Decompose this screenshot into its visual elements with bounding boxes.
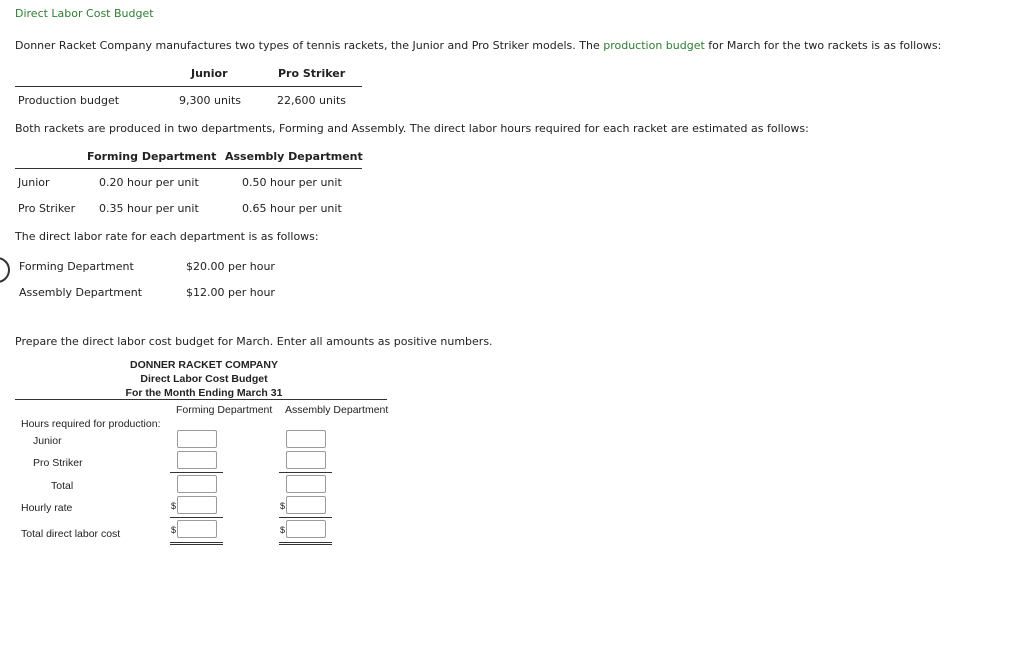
- rate-text: The direct labor rate for each department is as follows:: [15, 230, 319, 243]
- prod-col-pro: Pro Striker: [278, 67, 346, 80]
- budget-col-forming: Forming Department: [176, 404, 273, 416]
- budget-company: DONNER RACKET COMPANY: [130, 359, 278, 371]
- rate-label-assembly: Assembly Department: [19, 286, 143, 299]
- prod-junior-value: 9,300 units: [179, 94, 242, 107]
- pro-striker-label: Pro Striker: [33, 457, 83, 469]
- assembly-hourly-rate-input[interactable]: [286, 496, 326, 514]
- dollar-sign: $: [171, 501, 177, 511]
- forming-total-cost-input[interactable]: [177, 520, 217, 538]
- assembly-total-double-rule: [279, 542, 332, 545]
- forming-total-double-rule: [170, 542, 223, 545]
- intro-text-part: for March for the two rackets is as follows:: [704, 39, 942, 52]
- rate-value-forming: $20.00 per hour: [186, 260, 275, 273]
- prod-col-junior: Junior: [191, 67, 228, 80]
- forming-junior-hours-input[interactable]: [177, 430, 217, 448]
- dollar-sign: $: [171, 525, 177, 535]
- budget-header-rule: [15, 399, 387, 400]
- forming-hourly-rate-input[interactable]: [177, 496, 217, 514]
- rate-label-forming: Forming Department: [19, 260, 134, 273]
- forming-subtotal-rule: [170, 472, 223, 473]
- hours-junior-assembly: 0.50 hour per unit: [242, 176, 342, 189]
- budget-period: For the Month Ending March 31: [125, 387, 283, 399]
- prod-row-label: Production budget: [18, 94, 120, 107]
- assembly-junior-hours-input[interactable]: [286, 430, 326, 448]
- assembly-rate-rule: [279, 517, 332, 518]
- instructions: Prepare the direct labor cost budget for March. Enter all amounts as positive numbers.: [15, 335, 493, 348]
- hours-col-forming: Forming Department: [87, 150, 217, 163]
- total-label: Total: [51, 480, 74, 492]
- page-title: Direct Labor Cost Budget: [15, 7, 154, 20]
- hours-required-label: Hours required for production:: [21, 418, 161, 430]
- forming-total-hours-input[interactable]: [177, 475, 217, 493]
- intro-text: [15, 39, 941, 52]
- assembly-total-cost-input[interactable]: [286, 520, 326, 538]
- hours-table-rule: [15, 168, 362, 169]
- hours-pro-assembly: 0.65 hour per unit: [242, 202, 342, 215]
- junior-label: Junior: [33, 435, 62, 447]
- budget-name: Direct Labor Cost Budget: [140, 373, 268, 385]
- hours-col-assembly: Assembly Department: [225, 150, 363, 163]
- assembly-subtotal-rule: [279, 472, 332, 473]
- dollar-sign: $: [280, 501, 286, 511]
- assembly-pro-hours-input[interactable]: [286, 451, 326, 469]
- budget-col-assembly: Assembly Department: [285, 404, 389, 416]
- total-cost-label: Total direct labor cost: [21, 528, 121, 540]
- production-budget-link[interactable]: production budget: [603, 39, 705, 52]
- hours-row-label: Pro Striker: [18, 202, 76, 215]
- intro-text-part: Donner Racket Company manufactures two types of tennis rackets, the Junior and Pro Striker models. The: [15, 39, 604, 52]
- prod-pro-value: 22,600 units: [277, 94, 347, 107]
- circle-marker-icon: [0, 257, 10, 283]
- hours-junior-forming: 0.20 hour per unit: [99, 176, 199, 189]
- rate-value-assembly: $12.00 per hour: [186, 286, 275, 299]
- hours-row-label: Junior: [18, 176, 50, 189]
- forming-pro-hours-input[interactable]: [177, 451, 217, 469]
- assembly-total-hours-input[interactable]: [286, 475, 326, 493]
- dept-text: Both rackets are produced in two departments, Forming and Assembly. The direct labor hours required for each racket are estimated as follows:: [15, 122, 809, 135]
- forming-rate-rule: [170, 517, 223, 518]
- dollar-sign: $: [280, 525, 286, 535]
- prod-table-rule: [15, 86, 362, 87]
- hourly-rate-label: Hourly rate: [21, 502, 73, 514]
- hours-pro-forming: 0.35 hour per unit: [99, 202, 199, 215]
